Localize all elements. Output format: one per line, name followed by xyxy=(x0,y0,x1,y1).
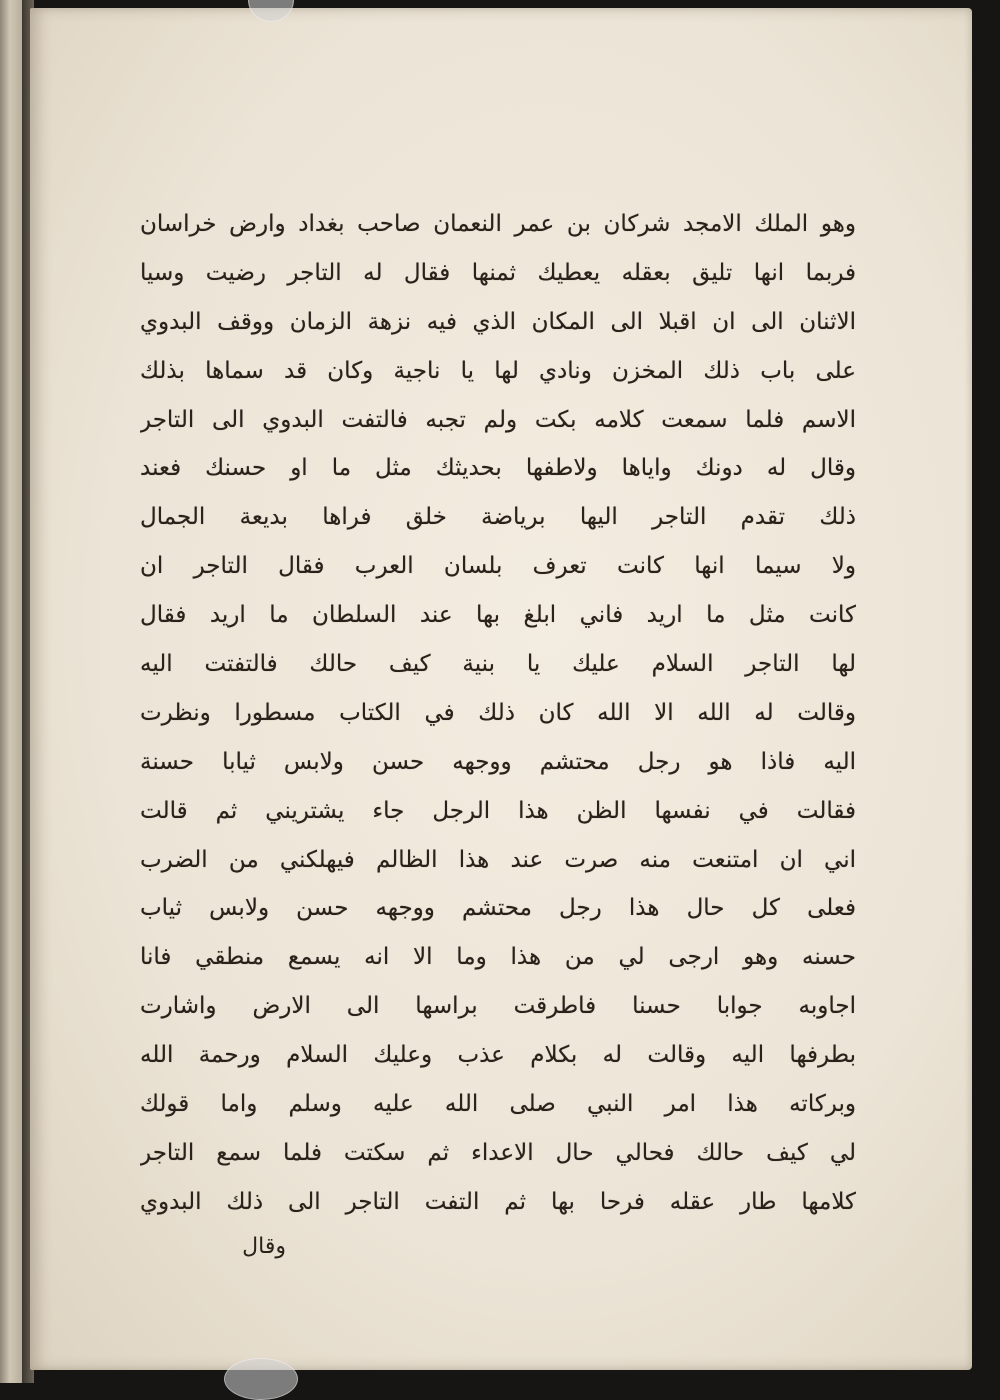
text-line: الاسم فلما سمعت كلامه بكت ولم تجبه فالتفت البدوي الى التاجر xyxy=(140,406,856,433)
page-clip-bottom xyxy=(224,1358,298,1400)
text-line: وبركاته هذا امر النبي صلى الله عليه وسلم واما قولك xyxy=(140,1091,856,1118)
manuscript-text-block xyxy=(140,200,856,1227)
text-line: اليه فاذا هو رجل محتشم ووجهه حسن ولابس ثيابا حسنة xyxy=(140,748,856,775)
text-line: وهو الملك الامجد شركان بن عمر النعمان صاحب بغداد وارض خراسان xyxy=(140,211,856,237)
text-line: فقالت في نفسها الظن هذا الرجل جاء يشتريني ثم قالت xyxy=(140,797,856,824)
left-page-edge xyxy=(0,0,22,1383)
text-line: بطرفها اليه وقالت له بكلام عذب وعليك السلام ورحمة الله xyxy=(140,1042,856,1069)
catchword: وقال xyxy=(242,1234,286,1259)
text-line: حسنه وهو ارجى لي من هذا وما الا انه يسمع منطقي فانا xyxy=(140,944,856,971)
text-line: كانت مثل ما اريد فاني ابلغ بها عند السلطان ما اريد فقال xyxy=(140,602,856,629)
text-line: اجاوبه جوابا حسنا فاطرقت براسها الى الارض واشارت xyxy=(140,993,856,1020)
text-line: لها التاجر السلام عليك يا بنية كيف حالك فالتفتت اليه xyxy=(140,651,856,678)
text-line: لي كيف حالك فحالي حال الاعداء ثم سكتت فلما سمع التاجر xyxy=(140,1139,856,1166)
text-line: ذلك تقدم التاجر اليها برياضة خلق فراها بديعة الجمال xyxy=(140,504,856,531)
manuscript-page xyxy=(30,8,972,1370)
text-line: فعلى كل حال هذا رجل محتشم ووجهه حسن ولابس ثياب xyxy=(140,895,856,922)
text-line: وقالت له الله الا الله كان ذلك في الكتاب مسطورا ونظرت xyxy=(140,699,856,726)
text-line: فربما انها تليق بعقله يعطيك ثمنها فقال له التاجر رضيت وسيا xyxy=(140,259,856,286)
text-line: الاثنان الى ان اقبلا الى المكان الذي فيه نزهة الزمان ووقف البدوي xyxy=(140,308,856,335)
text-line: كلامها طار عقله فرحا بها ثم التفت التاجر الى ذلك البدوي xyxy=(140,1188,856,1215)
text-line: ولا سيما انها كانت تعرف بلسان العرب فقال التاجر ان xyxy=(140,553,856,580)
text-line: وقال له دونك واياها ولاطفها بحديثك مثل ما او حسنك فعند xyxy=(140,455,856,482)
text-line: على باب ذلك المخزن ونادي لها يا ناجية وكان قد سماها بذلك xyxy=(140,357,856,384)
text-line: اني ان امتنعت منه صرت عند هذا الظالم فيهلكني من الضرب xyxy=(140,846,856,873)
